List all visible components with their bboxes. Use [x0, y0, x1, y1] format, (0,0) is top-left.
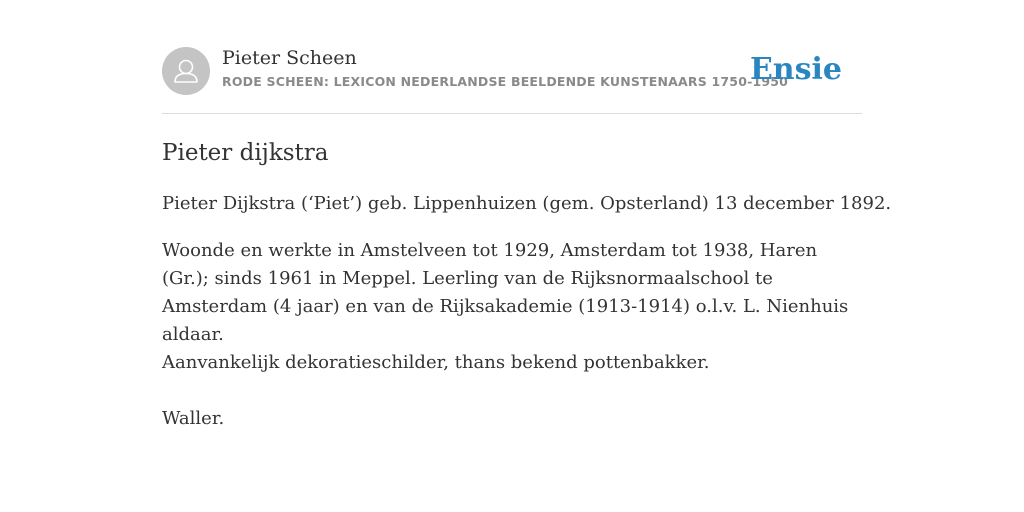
user-avatar-icon[interactable] [162, 47, 210, 95]
header-divider [162, 113, 862, 114]
brand-logo[interactable]: Ensie [749, 52, 842, 87]
paragraph: Waller. [162, 408, 225, 429]
entry-card [162, 0, 892, 512]
entry-header [162, 46, 862, 96]
paragraph: Pieter Dijkstra (‘Piet’) geb. Lippenhuizen (gem. Opsterland) 13 december 1892. [162, 193, 892, 214]
author-name[interactable]: Pieter Scheen [222, 47, 357, 69]
paragraph: Woonde en werkte in Amstelveen tot 1929, Amsterdam tot 1938, Haren (Gr.); sinds 1961 in Meppel. Leerling van de Rijksnormaalschool te Amsterdam (4 jaar) en van de Rijksakademie (1913-1914) o.l.v. L. Nienhuis aldaar. [162, 240, 849, 345]
paragraph: Aanvankelijk dekoratieschilder, thans bekend pottenbakker. [162, 352, 710, 373]
source-title[interactable]: RODE SCHEEN: LEXICON NEDERLANDSE BEELDENDE KUNSTENAARS 1750-1950 [222, 74, 789, 89]
entry-title: Pieter dijkstra [162, 140, 329, 166]
